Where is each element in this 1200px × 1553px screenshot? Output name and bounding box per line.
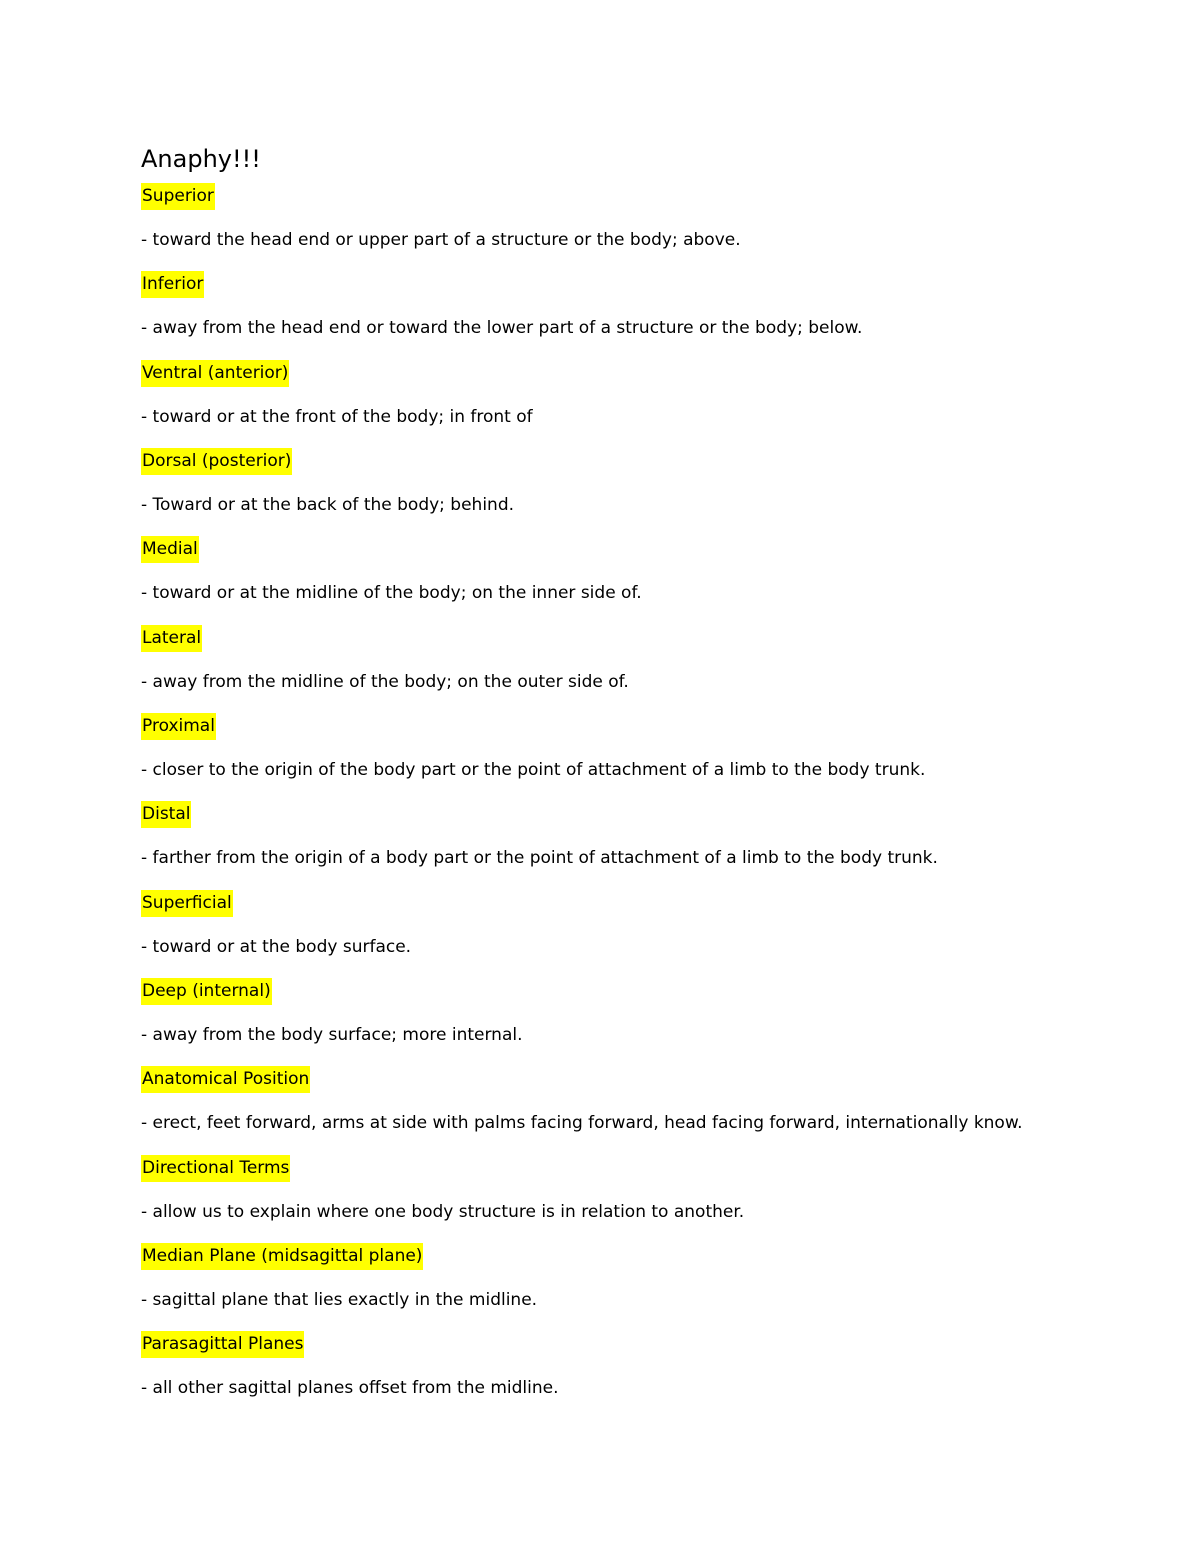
term-definition: - allow us to explain where one body structure is in relation to another.	[141, 1201, 745, 1222]
highlighted-term: Superficial	[141, 890, 233, 917]
term-definition: - erect, feet forward, arms at side with palms facing forward, head facing forward, internationally know.	[141, 1113, 1023, 1134]
term-definition: - away from the body surface; more internal.	[141, 1025, 523, 1046]
term-definition: - sagittal plane that lies exactly in the midline.	[141, 1290, 538, 1311]
term-definition: - farther from the origin of a body part or the point of attachment of a limb to the body trunk.	[141, 848, 938, 869]
highlighted-term: Parasagittal Planes	[141, 1331, 304, 1358]
term-line	[141, 624, 1121, 668]
term-line	[141, 447, 1121, 491]
term-entry	[141, 1154, 1121, 1242]
highlighted-term: Anatomical Position	[141, 1066, 310, 1093]
term-entry	[141, 182, 1121, 270]
highlighted-term: Medial	[141, 536, 199, 563]
highlighted-term: Distal	[141, 801, 191, 828]
term-line	[141, 1065, 1121, 1109]
term-entry	[141, 535, 1121, 623]
term-line	[141, 535, 1121, 579]
term-line	[141, 270, 1121, 314]
highlighted-term: Inferior	[141, 271, 204, 298]
highlighted-term: Proximal	[141, 713, 216, 740]
term-definition: - Toward or at the back of the body; behind.	[141, 495, 515, 516]
term-line	[141, 182, 1121, 226]
highlighted-term: Dorsal (posterior)	[141, 448, 292, 475]
term-line	[141, 359, 1121, 403]
term-entry	[141, 447, 1121, 535]
term-line	[141, 712, 1121, 756]
highlighted-term: Directional Terms	[141, 1155, 290, 1182]
term-line	[141, 800, 1121, 844]
highlighted-term: Lateral	[141, 625, 202, 652]
highlighted-term: Deep (internal)	[141, 978, 272, 1005]
highlighted-term: Superior	[141, 183, 215, 210]
term-entry	[141, 359, 1121, 447]
term-definition: - closer to the origin of the body part or the point of attachment of a limb to the body trunk.	[141, 760, 926, 781]
term-definition: - away from the midline of the body; on the outer side of.	[141, 671, 629, 692]
term-line	[141, 1154, 1121, 1198]
highlighted-term: Median Plane (midsagittal plane)	[141, 1243, 423, 1270]
term-entry	[141, 270, 1121, 358]
term-definition: - toward or at the front of the body; in front of	[141, 406, 533, 427]
term-list	[141, 182, 1121, 1419]
term-line	[141, 889, 1121, 933]
term-entry	[141, 889, 1121, 977]
term-entry	[141, 1330, 1121, 1418]
term-line	[141, 977, 1121, 1021]
term-entry	[141, 800, 1121, 888]
document-body	[141, 142, 1121, 1419]
term-definition: - all other sagittal planes offset from the midline.	[141, 1378, 559, 1399]
term-entry	[141, 1242, 1121, 1330]
term-line	[141, 1330, 1121, 1374]
term-entry	[141, 977, 1121, 1065]
term-definition: - away from the head end or toward the lower part of a structure or the body; below.	[141, 318, 863, 339]
term-definition: - toward the head end or upper part of a structure or the body; above.	[141, 230, 741, 250]
term-line	[141, 1242, 1121, 1286]
term-definition: - toward or at the midline of the body; on the inner side of.	[141, 583, 642, 604]
term-entry	[141, 1065, 1121, 1153]
document-title: Anaphy!!!	[141, 145, 261, 173]
term-definition: - toward or at the body surface.	[141, 936, 412, 957]
term-entry	[141, 624, 1121, 712]
highlighted-term: Ventral (anterior)	[141, 360, 289, 387]
term-entry	[141, 712, 1121, 800]
